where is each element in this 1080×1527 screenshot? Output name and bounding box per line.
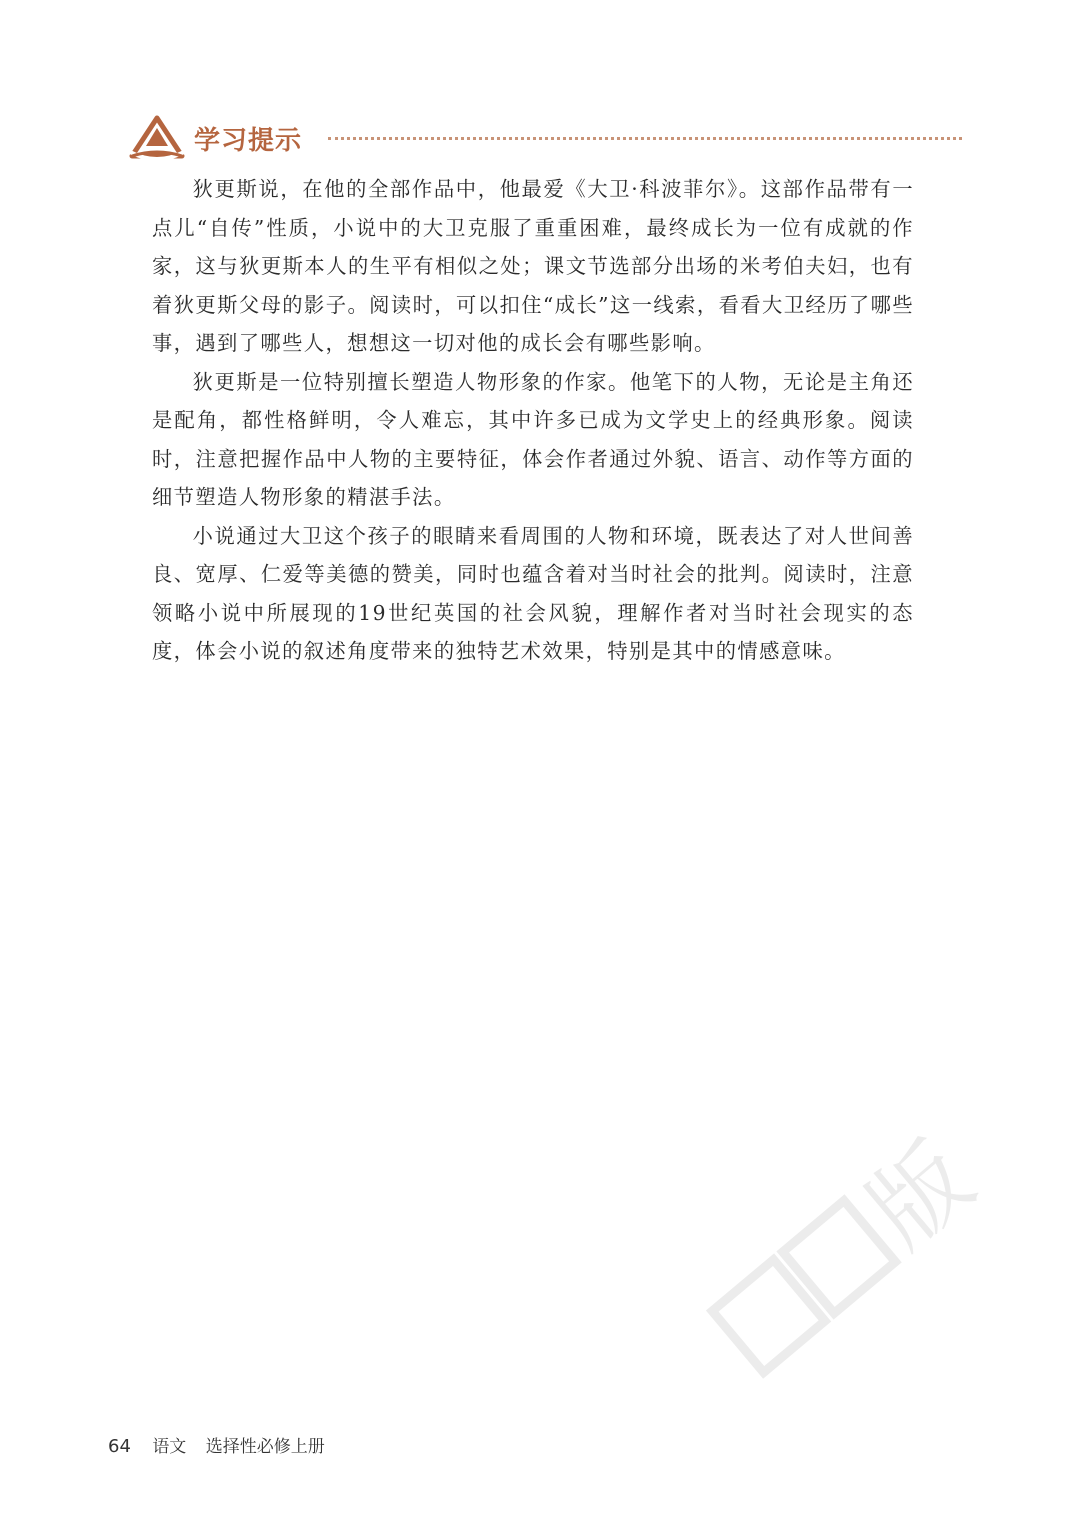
section-title: 学习提示 xyxy=(194,126,303,156)
section-header xyxy=(128,112,962,164)
watermark-squares-icon xyxy=(670,1060,1010,1400)
body-text xyxy=(152,170,914,671)
paragraph-3: 小说通过大卫这个孩子的眼睛来看周围的人物和环境，既表达了对人世间善良、宽厚、仁爱等美德的赞美，同时也蕴含着对当时社会的批判。阅读时，注意领略小说中所展现的19世纪英国的社会风貌，理解作者对当时社会现实的态度，体会小说的叙述角度带来的独特艺术效果，特别是其中的情感意味。 xyxy=(152,523,914,663)
triangle-tips-icon xyxy=(128,112,186,160)
page-footer xyxy=(108,1432,325,1457)
footer-subject: 语文 xyxy=(152,1437,187,1457)
page-number: 64 xyxy=(108,1436,131,1457)
dotted-divider xyxy=(328,137,962,140)
paragraph-2: 狄更斯是一位特别擅长塑造人物形象的作家。他笔下的人物，无论是主角还是配角，都性格鲜明，令人难忘，其中许多已成为文学史上的经典形象。阅读时，注意把握作品中人物的主要特征，体会作者通过外貌、语言、动作等方面的细节塑造人物形象的精湛手法。 xyxy=(152,369,914,509)
footer-volume: 选择性必修上册 xyxy=(205,1437,325,1457)
paragraph-1: 狄更斯说，在他的全部作品中，他最爱《大卫·科波菲尔》。这部作品带有一点儿“自传”性质，小说中的大卫克服了重重困难，最终成长为一位有成就的作家，这与狄更斯本人的生平有相似之处；课文节选部分出场的米考伯夫妇，也有着狄更斯父母的影子。阅读时，可以扣住“成长”这一线索，看看大卫经历了哪些事，遇到了哪些人，想想这一切对他的成长会有哪些影响。 xyxy=(152,177,914,355)
watermark-text: 版 xyxy=(847,1121,994,1269)
